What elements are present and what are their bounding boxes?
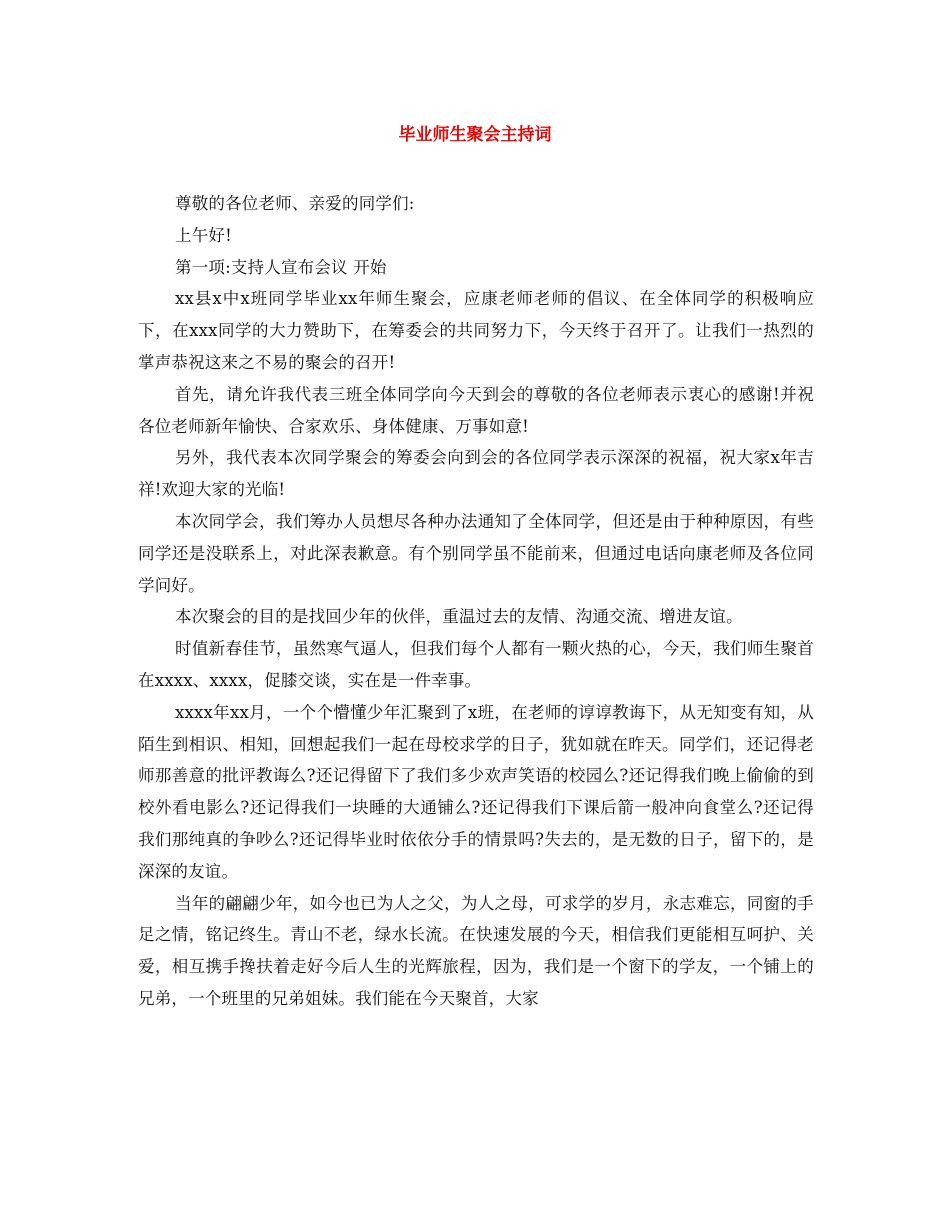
salutation: 尊敬的各位老师、亲爱的同学们: [175, 194, 415, 213]
paragraph-welcome-classmates: 另外，我代表本次同学聚会的筹委会向到会的各位同学表示深深的祝福，祝大家x年吉祥!欢迎大家的光临! [138, 448, 814, 500]
document-body [138, 188, 814, 1015]
greeting: 上午好! [175, 225, 232, 245]
agenda-item-1: 第一项:支持人宣布会议 开始 [175, 257, 387, 277]
paragraph-opening: xx县x中x班同学毕业xx年师生聚会，应康老师老师的倡议、在全体同学的积极响应下，在xxx同学的大力赞助下，在筹委会的共同努力下，今天终于召开了。让我们一热烈的掌声恭祝这来之不易的聚会的召开! [138, 289, 814, 372]
paragraph-friendship: 当年的翩翩少年，如今也已为人之父，为人之母，可求学的岁月，永志难忘，同窗的手足之情，铭记终生。青山不老，绿水长流。在快速发展的今天，相信我们更能相互呵护、关爱，相互携手搀扶着走好今后人生的光辉旅程，因为，我们是一个窗下的学友，一个铺上的兄弟，一个班里的兄弟姐妹。我们能在今天聚首，大家 [138, 893, 814, 1008]
paragraph-memories: xxxx年xx月，一个个懵懂少年汇聚到了x班，在老师的谆谆教诲下，从无知变有知，从陌生到相识、相知，回想起我们一起在母校求学的日子，犹如就在昨天。同学们，还记得老师那善意的批评教诲么?还记得留下了我们多少欢声笑语的校园么?还记得我们晚上偷偷的到校外看电影么?还记得我们一块睡的大通铺么?还记得我们下课后箭一般冲向食堂么?还记得我们那纯真的争吵么?还记得毕业时依依分手的情景吗?失去的，是无数的日子，留下的，是深深的友谊。 [138, 702, 814, 881]
paragraph-thanks-teachers: 首先，请允许我代表三班全体同学向今天到会的尊敬的各位老师表示衷心的感谢!并祝各位老师新年愉快、合家欢乐、身体健康、万事如意! [138, 384, 814, 436]
paragraph-purpose: 本次聚会的目的是找回少年的伙伴，重温过去的友情、沟通交流、增进友谊。 [175, 607, 743, 627]
paragraph-apology: 本次同学会，我们筹办人员想尽各种办法通知了全体同学，但还是由于种种原因，有些同学还是没联系上，对此深表歉意。有个别同学虽不能前来，但通过电话向康老师及各位同学问好。 [138, 511, 814, 595]
document-title: 毕业师生聚会主持词 [398, 125, 552, 145]
paragraph-new-year: 时值新春佳节，虽然寒气逼人，但我们每个人都有一颗火热的心，今天，我们师生聚首在xxxx、xxxx，促膝交谈，实在是一件幸事。 [138, 639, 814, 690]
